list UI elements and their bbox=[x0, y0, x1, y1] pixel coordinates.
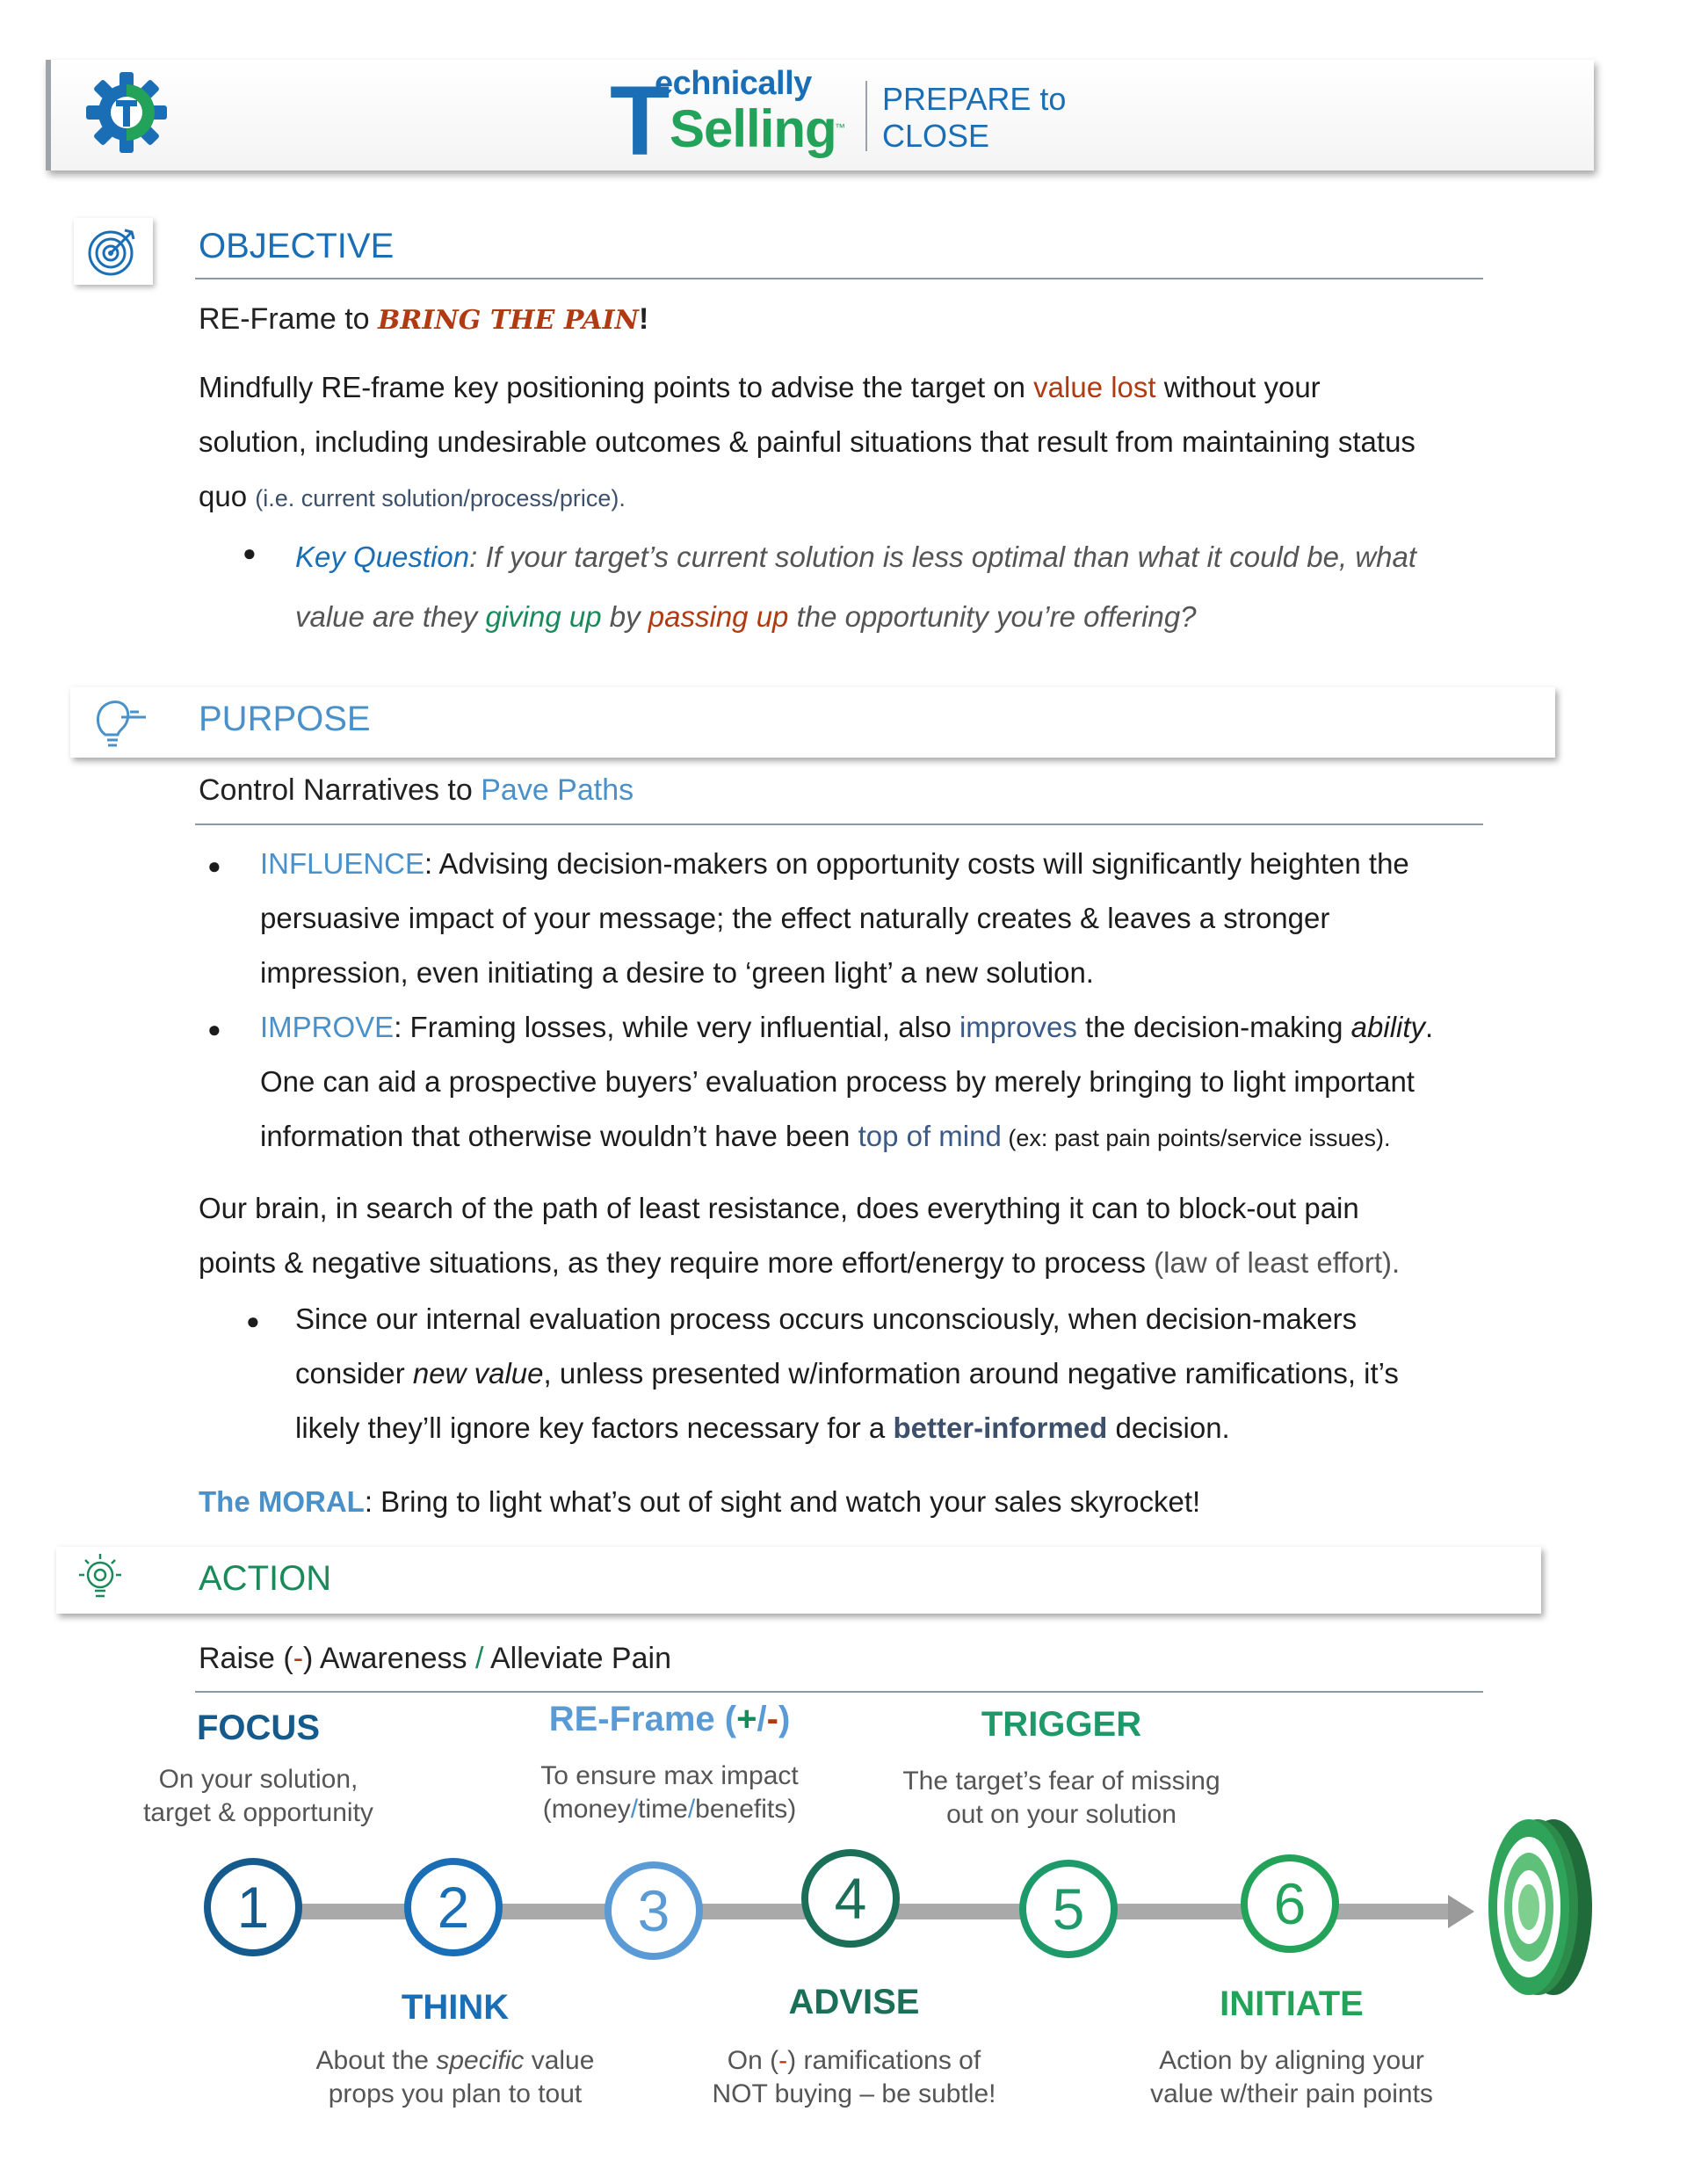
step-1-circle: 1 bbox=[204, 1858, 302, 1956]
step-6-description: Action by aligning your value w/their pain points bbox=[1150, 2046, 1433, 2108]
logo-word-selling: Selling bbox=[670, 99, 836, 158]
since-item: Since our internal evaluation process occurs unconsciously, when decision-makers consider new value, unless presented w/information around negative ramifications, it’s likely they’ll ignore key factors necessary for a better-informed decision. bbox=[295, 1302, 1399, 1444]
page-title: PREPARE to CLOSE bbox=[882, 81, 1067, 154]
better-informed: better-informed bbox=[893, 1411, 1108, 1444]
logo-letter-t: T bbox=[610, 66, 670, 176]
logo-word-technically: echnically bbox=[655, 65, 812, 102]
step-4-heading: ADVISE bbox=[788, 1983, 920, 2021]
step-4-description: On (-) ramifications of NOT buying – be subtle! bbox=[712, 2046, 996, 2108]
step-2-heading: THINK bbox=[401, 1988, 510, 2027]
brain-paragraph: Our brain, in search of the path of least resistance, does everything it can to block-out pain points & negative situations, as they require more effort/energy to process (law of least effort). bbox=[199, 1192, 1401, 1279]
action-subtitle: Raise (-) Awareness / Alleviate Pain bbox=[199, 1642, 671, 1675]
step-6-circle: 6 bbox=[1241, 1854, 1339, 1953]
action-title: ACTION bbox=[199, 1559, 332, 1598]
moral-line: The MORAL: Bring to light what’s out of sight and watch your sales skyrocket! bbox=[199, 1485, 1201, 1518]
purpose-subtitle: Control Narratives to Pave Paths bbox=[199, 773, 634, 807]
step-2-circle: 2 bbox=[404, 1858, 503, 1956]
step-3-circle: 3 bbox=[605, 1861, 703, 1960]
step-3-heading: RE-Frame (+/-) bbox=[548, 1700, 791, 1738]
lightbulb-gear-icon bbox=[74, 1552, 127, 1608]
bullet-dot: ● bbox=[243, 540, 257, 566]
step-5-heading: TRIGGER bbox=[981, 1705, 1142, 1744]
objective-title: OBJECTIVE bbox=[199, 227, 395, 265]
purpose-title: PURPOSE bbox=[199, 700, 371, 738]
improve-item: IMPROVE: Framing losses, while very influential, also improves the decision-making ability. One can aid a prospective buyers’ evaluation process by merely bringing to light important information that otherwise wouldn’t have been top of mind (ex: past pain points/service issues). bbox=[260, 1011, 1434, 1152]
logo-trademark: ™ bbox=[835, 121, 845, 134]
gear-logo-icon bbox=[84, 70, 169, 155]
step-1-description: On your solution, target & opportunity bbox=[143, 1765, 373, 1827]
step-1-heading: FOCUS bbox=[197, 1709, 320, 1747]
step-3-description: To ensure max impact (money/time/benefits) bbox=[540, 1761, 799, 1824]
bullet-dot: ● bbox=[207, 1016, 221, 1042]
influence-item: INFLUENCE: Advising decision-makers on opportunity costs will significantly heighten the persuasive impact of your message; the effect naturally creates & leaves a stronger impression, even initiating a desire to ‘green light’ a new solution. bbox=[260, 847, 1409, 989]
step-5-description: The target’s fear of missing out on your solution bbox=[902, 1767, 1220, 1829]
target-icon bbox=[74, 218, 153, 285]
action-rule bbox=[195, 1691, 1483, 1693]
key-question: Key Question: If your target’s current solution is less optimal than what it could be, what value are they giving up by passing up the opportunity you’re offering? bbox=[295, 541, 1417, 633]
objective-paragraph: Mindfully RE-frame key positioning points to advise the target on value lost without your solution, including undesirable outcomes & painful situations that result from maintaining status quo (i.e. current solution/process/price). bbox=[199, 371, 1415, 512]
objective-rule bbox=[195, 278, 1483, 279]
step-5-circle: 5 bbox=[1019, 1860, 1118, 1958]
step-4-circle: 4 bbox=[801, 1849, 900, 1948]
lightbulb-icon bbox=[86, 694, 149, 754]
purpose-rule bbox=[195, 824, 1483, 825]
logo-divider bbox=[865, 81, 867, 151]
step-2-description: About the specific value props you plan to tout bbox=[315, 2046, 595, 2108]
bullseye-target-icon bbox=[1466, 1810, 1597, 2004]
bullet-dot: ● bbox=[246, 1308, 260, 1334]
step-6-heading: INITIATE bbox=[1220, 1984, 1364, 2023]
objective-subtitle: RE-Frame to BRING THE PAIN! bbox=[199, 302, 649, 336]
bullet-dot: ● bbox=[207, 853, 221, 879]
